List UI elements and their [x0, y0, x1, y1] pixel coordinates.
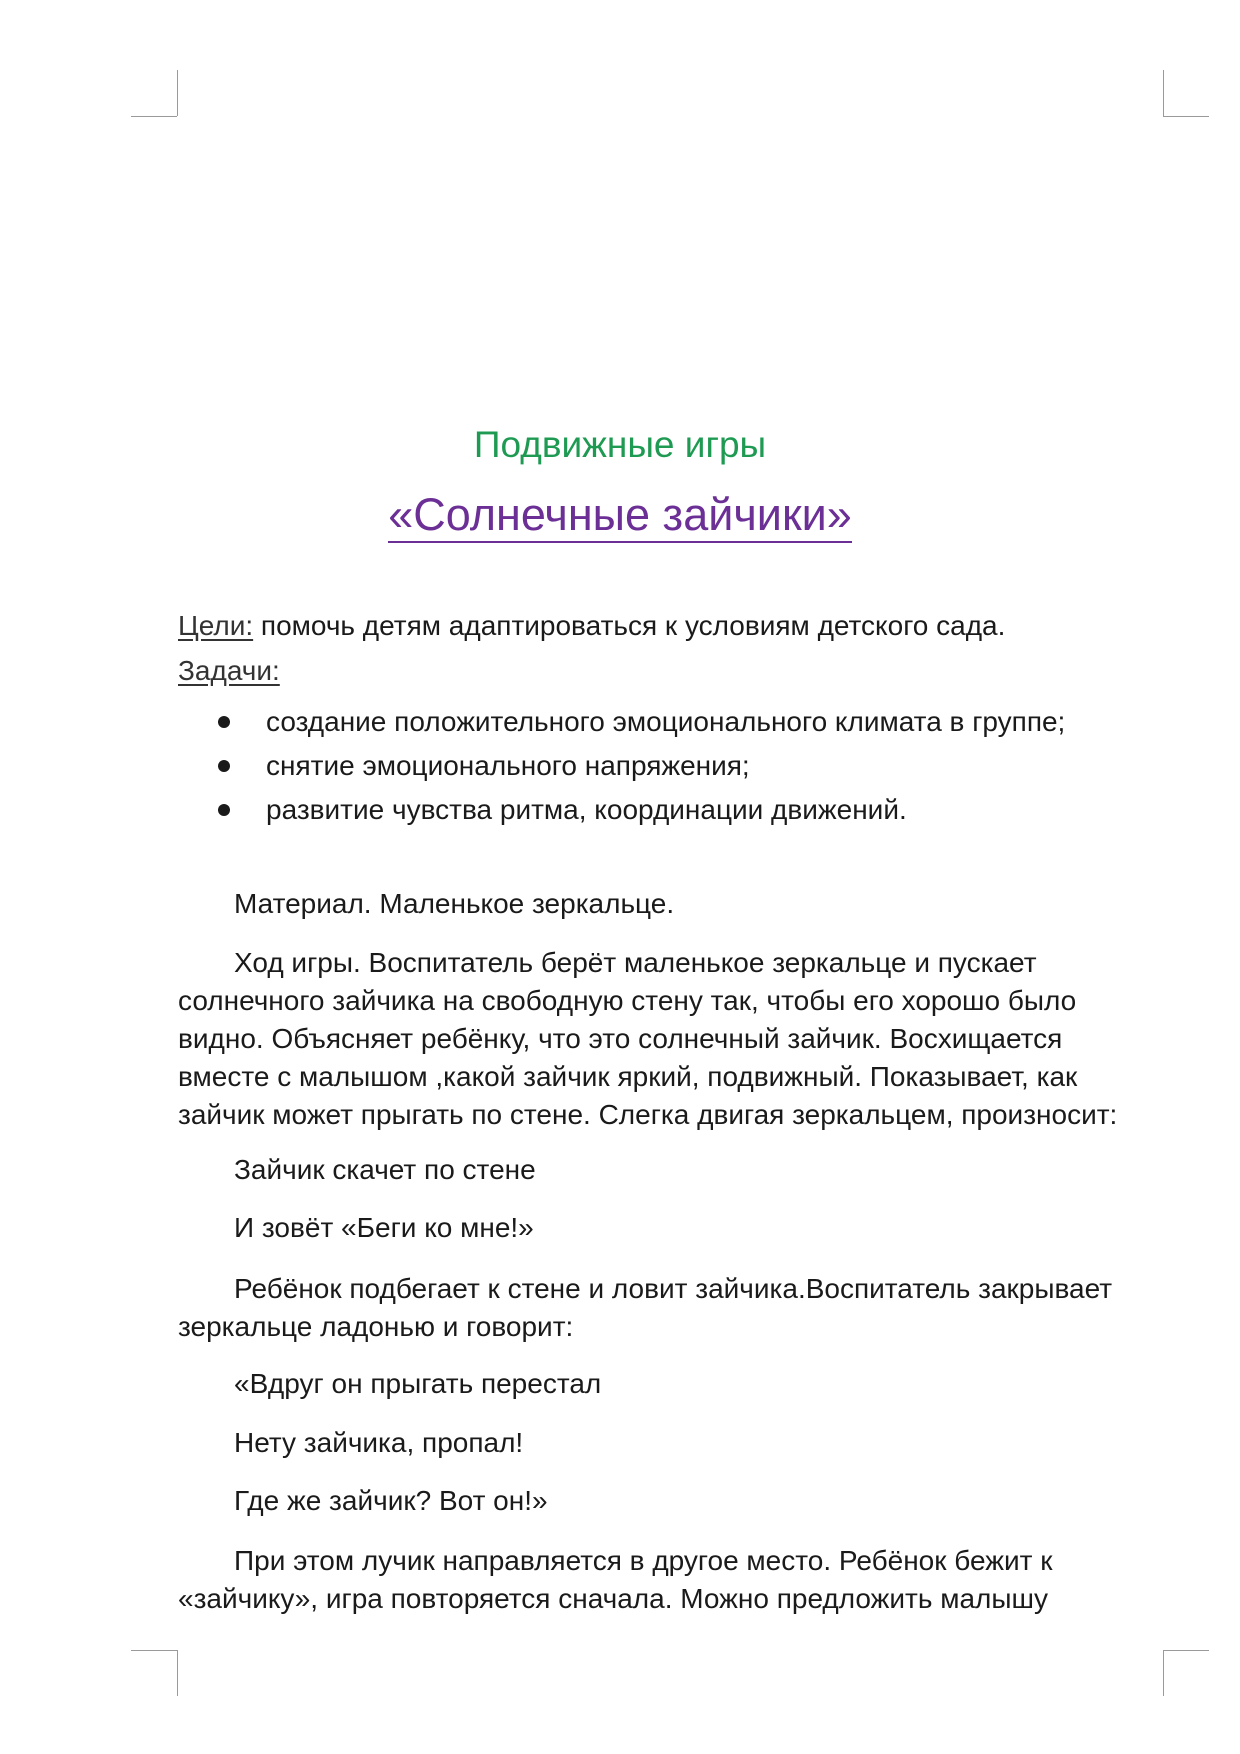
crop-mark — [177, 1650, 178, 1696]
tasks-label: Задачи: — [178, 655, 280, 686]
bullet-icon — [218, 760, 230, 772]
tasks-list — [218, 700, 1065, 832]
paragraph-line: Ребёнок подбегает к стене и ловит зайчика.Воспитатель закрывает — [234, 1273, 1113, 1304]
crop-mark — [1163, 1650, 1209, 1651]
paragraph-line: видно. Объясняет ребёнку, что это солнечный зайчик. Восхищается — [178, 1023, 1063, 1054]
task-text: снятие эмоционального напряжения; — [266, 750, 750, 781]
crop-mark — [1163, 116, 1209, 117]
goals-line — [178, 612, 1005, 640]
course-paragraph — [178, 944, 1158, 1134]
verse-line: «Вдруг он прыгать перестал — [234, 1368, 602, 1399]
document-title — [0, 489, 1240, 543]
document-title-text: «Солнечные зайчики» — [388, 492, 852, 543]
bullet-icon — [218, 804, 230, 816]
paragraph-line: вместе с малышом ,какой зайчик яркий, подвижный. Показывает, как — [178, 1061, 1078, 1092]
verse-line: Нету зайчика, пропал! — [234, 1427, 524, 1458]
crop-mark — [1163, 1650, 1164, 1696]
paragraph-line: Ход игры. Воспитатель берёт маленькое зеркальце и пускает — [234, 947, 1037, 978]
paragraph-line: солнечного зайчика на свободную стену так, чтобы его хорошо было — [178, 985, 1077, 1016]
paragraph-line: При этом лучик направляется в другое место. Ребёнок бежит к — [234, 1545, 1053, 1576]
goals-label: Цели: — [178, 610, 254, 641]
paragraph-line: зайчик может прыгать по стене. Слегка двигая зеркальцем, произносит: — [178, 1099, 1118, 1130]
tasks-heading — [178, 657, 280, 685]
crop-mark — [131, 116, 177, 117]
crop-mark — [131, 1650, 177, 1651]
goals-text: помочь детям адаптироваться к условиям детского сада. — [253, 610, 1006, 641]
list-item — [218, 788, 1065, 832]
task-text: развитие чувства ритма, координации движений. — [266, 794, 907, 825]
document-supertitle: Подвижные игры — [473, 424, 767, 465]
paragraph-line: «зайчику», игра повторяется сначала. Можно предложить малышу — [178, 1583, 1048, 1614]
verse-line: И зовёт «Беги ко мне!» — [234, 1212, 534, 1243]
paragraph-line: зеркальце ладонью и говорит: — [178, 1311, 574, 1342]
list-item — [218, 700, 1065, 744]
catch-paragraph — [178, 1270, 1158, 1346]
bullet-icon — [218, 716, 230, 728]
task-text: создание положительного эмоционального климата в группе; — [266, 706, 1066, 737]
list-item — [218, 744, 1065, 788]
material-paragraph: Материал. Маленькое зеркальце. — [234, 888, 675, 919]
crop-mark — [177, 70, 178, 116]
verse-line: Зайчик скачет по стене — [234, 1154, 536, 1185]
verse-line: Где же зайчик? Вот он!» — [234, 1485, 548, 1516]
final-paragraph — [178, 1542, 1158, 1618]
crop-mark — [1163, 70, 1164, 116]
